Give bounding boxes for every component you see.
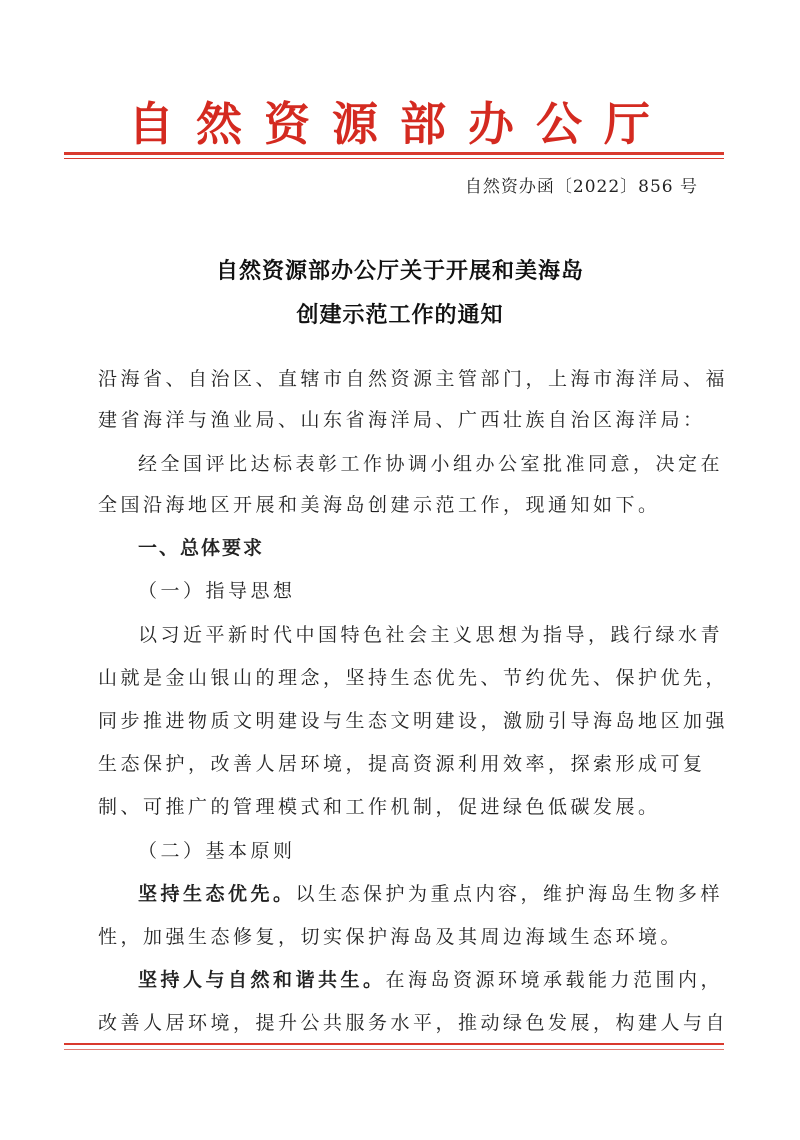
principle-2-line-1 (138, 965, 738, 995)
principle-2-text: 在海岛资源环境承载能力范围内， (385, 969, 724, 991)
guide-line-5: 制、可推广的管理模式和工作机制，促进绿色低碳发展。 (98, 796, 661, 818)
section-heading-general-requirements: 一、总体要求 (138, 537, 265, 559)
header-rule-thin (64, 158, 724, 159)
footer-rule-thick (64, 1043, 724, 1045)
footer-rule-thin (64, 1049, 724, 1050)
principle-2-line-2: 改善人居环境，提升公共服务水平，推动绿色发展，构建人与自 (98, 1012, 729, 1034)
header-rule-thick (64, 152, 724, 155)
issuing-authority-header: 自然资源部办公厅 (128, 97, 672, 151)
document-number: 自然资办函〔2022〕856 号 (464, 177, 698, 197)
guide-line-1: 以习近平新时代中国特色社会主义思想为指导，践行绿水青 (138, 624, 724, 646)
addressee-line-2: 建省海洋与渔业局、山东省海洋局、广西壮族自治区海洋局： (98, 409, 706, 431)
notice-title-line-2: 创建示范工作的通知 (296, 303, 504, 328)
subsection-heading-guiding-ideology: （一）指导思想 (138, 580, 296, 602)
subsection-heading-basic-principles: （二）基本原则 (138, 840, 296, 862)
principle-1-text: 以生态保护为重点内容，维护海岛生物多样 (295, 883, 724, 905)
guide-line-3: 同步推进物质文明建设与生态文明建设，激励引导海岛地区加强 (98, 710, 729, 732)
principle-1-lead: 坚持生态优先。 (138, 883, 296, 905)
guide-line-2: 山就是金山银山的理念，坚持生态优先、节约优先、保护优先， (98, 667, 729, 689)
addressee-line-1: 沿海省、自治区、直辖市自然资源主管部门，上海市海洋局、福 (98, 368, 729, 390)
intro-line-2: 全国沿海地区开展和美海岛创建示范工作，现通知如下。 (98, 494, 661, 516)
notice-title-line-1: 自然资源部办公厅关于开展和美海岛 (215, 259, 584, 284)
principle-2-lead: 坚持人与自然和谐共生。 (138, 969, 386, 991)
guide-line-4: 生态保护，改善人居环境，提高资源利用效率，探索形成可复 (98, 753, 706, 775)
principle-1-line-1 (138, 879, 738, 909)
principle-1-line-2: 性，加强生态修复，切实保护海岛及其周边海域生态环境。 (98, 926, 684, 948)
intro-line-1: 经全国评比达标表彰工作协调小组办公室批准同意，决定在 (138, 453, 724, 475)
